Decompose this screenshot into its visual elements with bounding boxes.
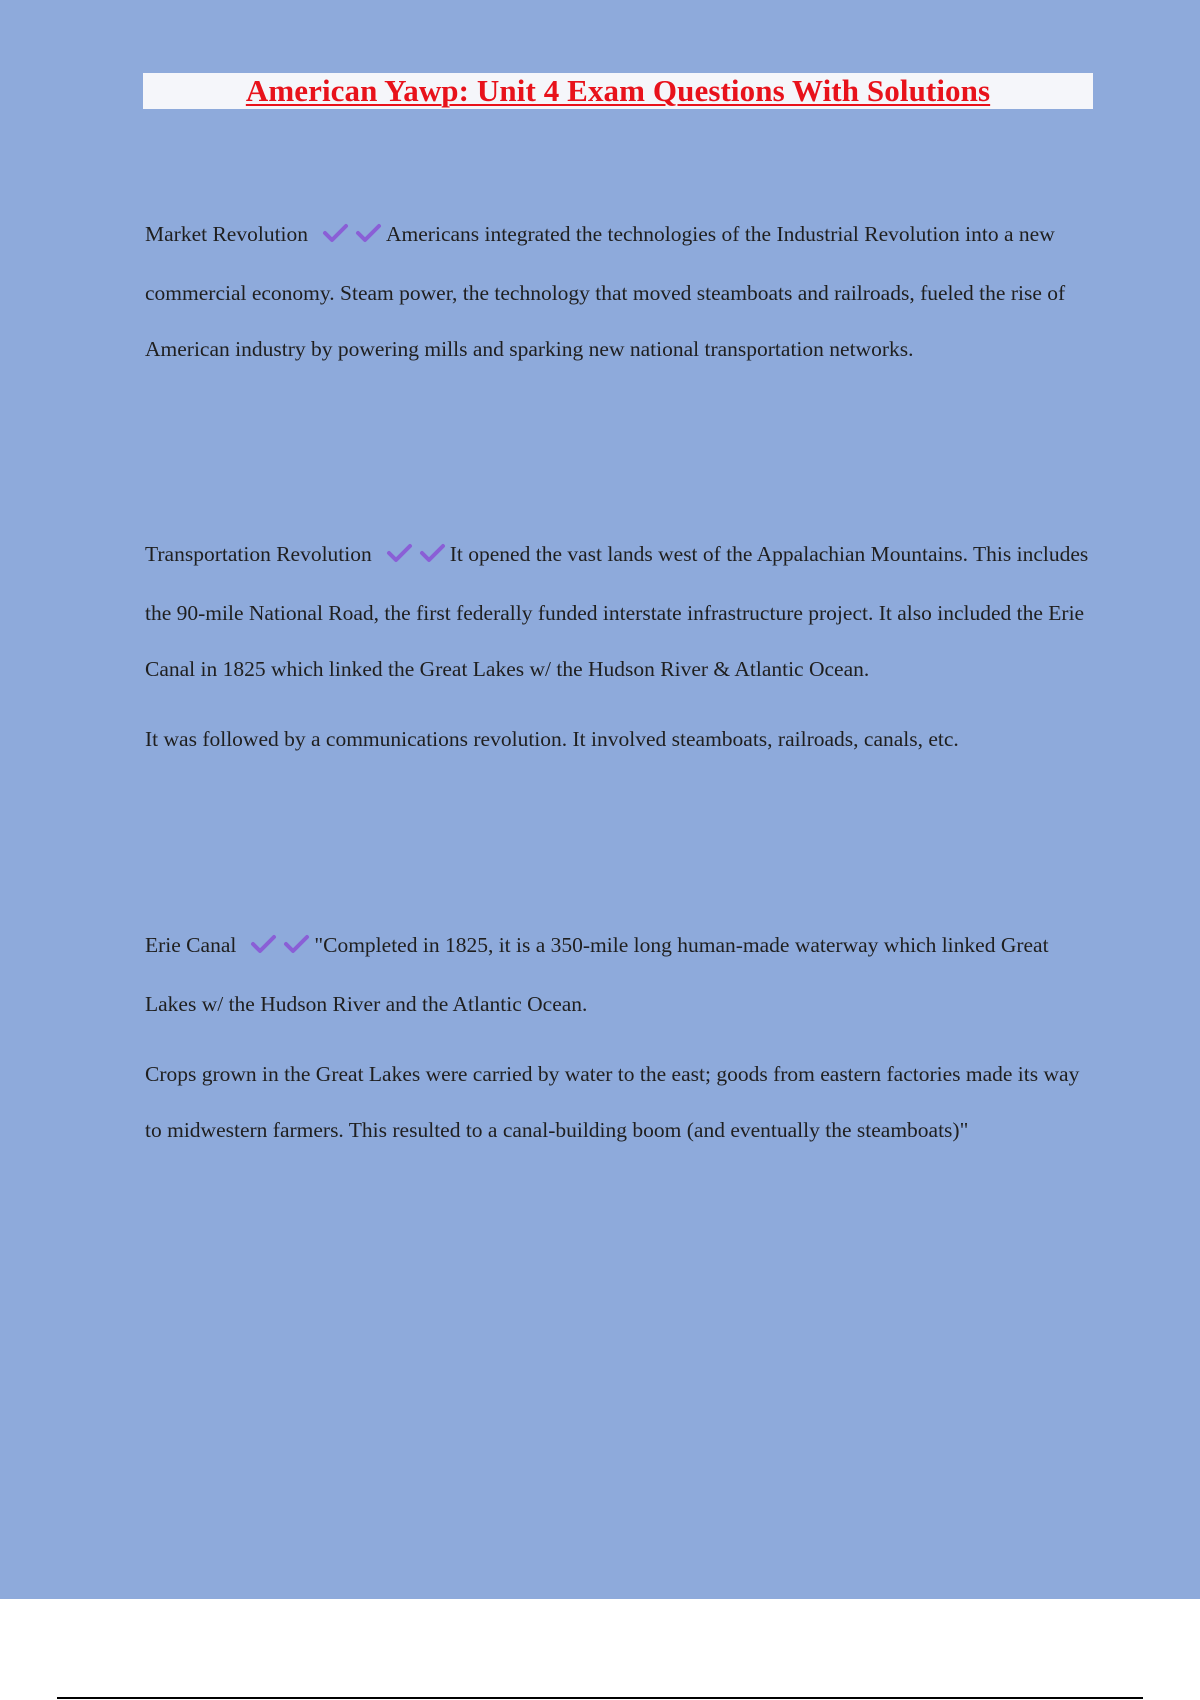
title-banner — [143, 73, 1093, 109]
footer-divider — [57, 1697, 1143, 1699]
entry-definition: It opened the vast lands west of the Appalachian Mountains. This includes the 90-mile National Road, the first federally funded interstate infrastructure project. It also included the Erie Canal in 1825 which linked the Great Lakes w/ the Hudson River & Atlantic Ocean. — [145, 542, 1089, 681]
entry-definition: Americans integrated the technologies of the Industrial Revolution into a new commercial economy. Steam power, the technology that moved steamboats and railroads, fueled the rise of American industry by powering mills and sparking new national transportation networks. — [145, 222, 1066, 361]
double-check-icon — [250, 920, 310, 976]
entry-market-revolution — [145, 206, 1090, 377]
entry-paragraph: Crops grown in the Great Lakes were carried by water to the east; goods from eastern factories made its way to midwestern farmers. This resulted to a canal-building boom (and eventually the steamboats)" — [145, 1062, 1080, 1142]
double-check-icon — [322, 209, 382, 265]
entry-paragraph — [145, 917, 1090, 1032]
double-check-icon — [386, 529, 446, 585]
entry-transportation-revolution — [145, 526, 1090, 767]
entry-term: Market Revolution — [145, 222, 309, 246]
entry-term: Transportation Revolution — [145, 542, 372, 566]
entry-paragraph: It was followed by a communications revolution. It involved steamboats, railroads, canals, etc. — [145, 727, 959, 751]
entry-erie-canal — [145, 917, 1090, 1158]
entry-term: Erie Canal — [145, 933, 237, 957]
entry-definition: "Completed in 1825, it is a 350-mile long human-made waterway which linked Great Lakes w/ the Hudson River and the Atlantic Ocean. — [145, 933, 1049, 1016]
entry-paragraph — [145, 526, 1090, 697]
entry-paragraph — [145, 206, 1090, 377]
page-title: American Yawp: Unit 4 Exam Questions With Solutions — [245, 73, 991, 108]
